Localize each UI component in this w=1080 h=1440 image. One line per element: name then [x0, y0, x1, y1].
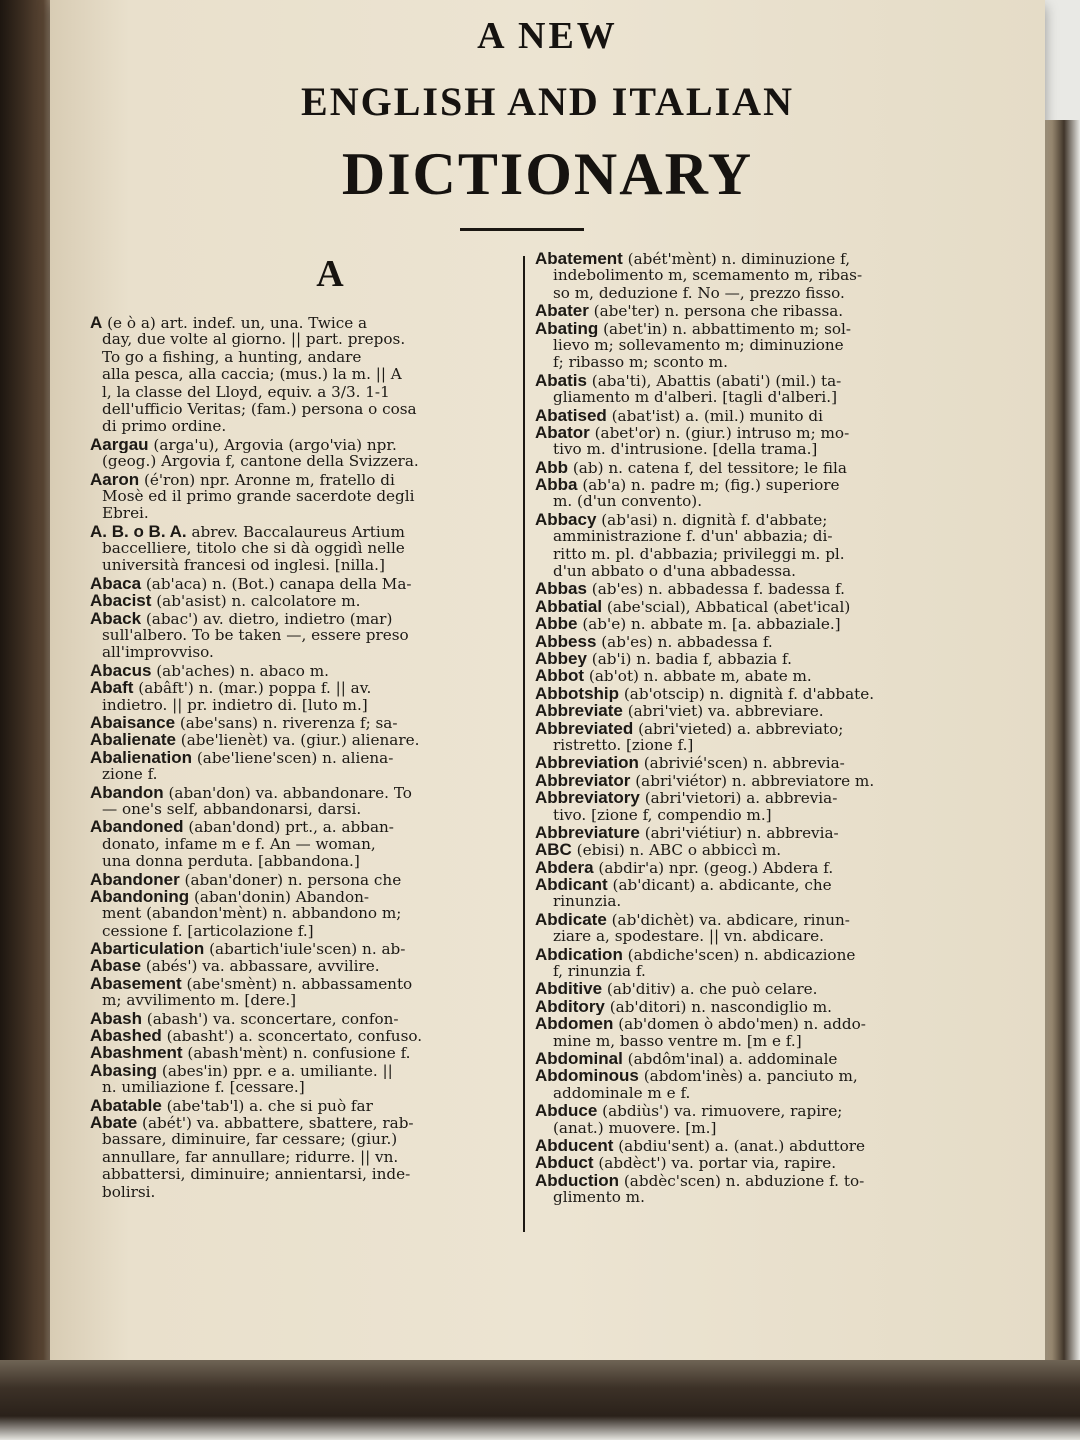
header-rule [460, 228, 584, 231]
entry-text: Mosè ed il primo grande sacerdote degli [102, 487, 415, 505]
entry-text: (abrivié'scen) n. abbrevia- [638, 754, 845, 772]
entry-text: ment (abandon'mènt) n. abbandono m; [102, 905, 402, 923]
headword: Abaft [90, 679, 134, 697]
entry-text: all'improvviso. [102, 644, 214, 662]
entry-text: amministrazione f. d'un' abbazia; di- [553, 528, 833, 546]
headword: Abbreviator [535, 771, 631, 790]
entry-text: glimento m. [553, 1189, 645, 1207]
entry-text: abbattersi, diminuire; annientarsi, inde- [102, 1166, 411, 1184]
entry-continuation-line [535, 1033, 955, 1050]
headword: Abdomen [535, 1015, 614, 1033]
entry-line [535, 980, 955, 997]
entry-text: (abdiu'sent) a. (anat.) abduttore [613, 1136, 865, 1155]
entry-text: (abe'sans) n. riverenza f; sa- [175, 713, 398, 732]
entry-text: (abe'scial), Abbatical (abet'ical) [602, 597, 851, 616]
entry-continuation-line [535, 963, 955, 980]
headword: Aargau [90, 435, 149, 454]
entry-text: (abet'in) n. abbattimento m; sol- [598, 319, 852, 337]
entry-line [535, 824, 955, 841]
entry-text: (ab'aca) n. (Bot.) canapa della Ma- [141, 574, 412, 593]
entry-line [535, 685, 955, 702]
entry-line [535, 633, 955, 650]
dictionary-page [50, 0, 1045, 1368]
column-divider [523, 256, 525, 1232]
headword: Abduct [535, 1154, 594, 1172]
entry-continuation-line [535, 893, 955, 910]
entry-text: (abet'or) n. (giur.) intruso m; mo- [589, 423, 850, 442]
entry-continuation-line [535, 928, 955, 945]
entry-line [90, 1097, 515, 1114]
headword: Abbess [535, 632, 597, 650]
entry-line [535, 650, 955, 667]
headword: Abditory [535, 997, 605, 1016]
entry-line [90, 471, 515, 488]
headword: A [90, 314, 103, 332]
entry-line [90, 1027, 515, 1044]
entry-continuation-line [90, 1166, 515, 1183]
entry-continuation-line [535, 528, 955, 545]
headword: Abbey [535, 649, 587, 668]
entry-text: (abés') va. abbassare, avvilire. [141, 957, 380, 975]
entry-text: dell'ufficio Veritas; (fam.) persona o cosa [102, 400, 417, 418]
entry-line [90, 679, 515, 696]
entry-continuation-line [535, 354, 955, 371]
entry-continuation-line [90, 644, 515, 661]
headword: Abbreviated [535, 719, 634, 737]
entry-continuation-line [90, 1184, 515, 1201]
entry-line [90, 871, 515, 888]
entry-line [535, 1102, 955, 1119]
headword: Abacus [90, 661, 152, 680]
entry-continuation-line [535, 1120, 955, 1137]
headword: A. B. o B. A. [90, 522, 187, 541]
entry-text: (abdiùs') va. rimuovere, rapire; [597, 1102, 843, 1120]
entry-line [535, 372, 955, 389]
headword: Abbreviation [535, 754, 639, 772]
entry-line [535, 1067, 955, 1084]
entry-text: sull'albero. To be taken —, essere preso [102, 627, 409, 645]
entry-text: f, rinunzia f. [553, 963, 646, 981]
headword: Abatised [535, 406, 607, 424]
entry-line [535, 841, 955, 858]
entry-text: bassare, diminuire, far cessare; (giur.) [102, 1131, 398, 1149]
entry-text: (abdôm'inal) a. addominale [622, 1049, 838, 1068]
entry-text: (abe'lienèt) va. (giur.) alienare. [175, 731, 420, 749]
entry-text: (abét') va. abbattere, sbattere, rab- [137, 1113, 414, 1132]
headword: Abbotship [535, 684, 620, 703]
entry-text: (abasht') a. sconcertato, confuso. [161, 1027, 423, 1045]
entry-continuation-line [90, 905, 515, 922]
entry-continuation-line [535, 337, 955, 354]
headword: Abandoner [90, 870, 180, 888]
entry-line [535, 1050, 955, 1067]
headword: Abacist [90, 592, 152, 610]
entry-continuation-line [90, 349, 515, 366]
entry-continuation-line [90, 401, 515, 418]
entry-text: (aban'donin) Abandon- [189, 887, 370, 906]
entry-text: (ab) n. catena f, del tessitore; le fila [568, 458, 847, 477]
headword: Abatement [535, 250, 623, 268]
entry-text: (abe'smènt) n. abbassamento [181, 974, 413, 993]
entry-text: abrev. Baccalaureus Artium [186, 522, 405, 541]
entry-continuation-line [535, 267, 955, 284]
entry-continuation-line [90, 923, 515, 940]
entry-line [90, 714, 515, 731]
entry-line [90, 1010, 515, 1027]
entry-continuation-line [90, 697, 515, 714]
entry-line [535, 702, 955, 719]
headword: Abdication [535, 945, 623, 964]
headword: Aback [90, 609, 142, 628]
entry-text: (ab'dicant) a. abdicante, che [607, 876, 832, 894]
headword: Abatis [535, 371, 587, 390]
entry-continuation-line [535, 737, 955, 754]
entry-line [535, 459, 955, 476]
entry-line [535, 302, 955, 319]
entry-text: (abash'mènt) n. confusione f. [182, 1044, 411, 1062]
entry-continuation-line [90, 540, 515, 557]
entry-text: cessione f. [articolazione f.] [102, 922, 314, 940]
entry-line [90, 818, 515, 835]
entry-continuation-line [535, 285, 955, 302]
header-line-2: ENGLISH AND ITALIAN [301, 79, 794, 124]
right-column [535, 250, 955, 1206]
entry-line [535, 789, 955, 806]
entry-line [535, 424, 955, 441]
headword: Abb [535, 458, 569, 477]
headword: Abator [535, 423, 590, 442]
entry-continuation-line [90, 384, 515, 401]
entry-continuation-line [90, 453, 515, 470]
entry-continuation-line [90, 1079, 515, 1096]
headword: Abbatial [535, 597, 603, 616]
headword: ABC [535, 841, 572, 859]
entry-text: (abri'viet) va. abbreviare. [622, 702, 824, 720]
entry-line [90, 975, 515, 992]
entry-line [535, 859, 955, 876]
entry-text: (ab'a) n. padre m; (fig.) superiore [577, 476, 840, 494]
entry-text: (ab'ot) n. abbate m, abate m. [584, 667, 812, 685]
headword: Abbreviate [535, 702, 623, 720]
headword: Abashed [90, 1027, 162, 1045]
entry-continuation-line [535, 441, 955, 458]
entry-line [90, 957, 515, 974]
headword: Abate [90, 1113, 138, 1132]
entry-line [535, 998, 955, 1015]
entry-line [535, 598, 955, 615]
entry-text: (abét'mènt) n. diminuzione f, [622, 250, 851, 268]
entry-continuation-line [90, 1131, 515, 1148]
headword: Abduce [535, 1102, 598, 1120]
headword: Aaron [90, 470, 140, 488]
entry-text: (abat'ist) a. (mil.) munito di [606, 406, 823, 424]
headword: Abater [535, 302, 589, 320]
entry-continuation-line [535, 1085, 955, 1102]
entry-text: (abdiche'scen) n. abdicazione [622, 945, 856, 964]
entry-text: (geog.) Argovia f, cantone della Svizzera. [102, 453, 419, 471]
entry-line [535, 720, 955, 737]
entry-text: (abac') av. dietro, indietro (mar) [141, 609, 393, 628]
entry-text: m. (d'un convento). [553, 493, 703, 511]
entry-text: To go a fishing, a hunting, andare [102, 348, 362, 366]
entry-line [90, 314, 515, 331]
entry-text: (ab'es) n. abbadessa f. badessa f. [586, 580, 845, 598]
entry-line [90, 523, 515, 540]
entry-line [535, 911, 955, 928]
entry-line [90, 731, 515, 748]
entry-text: lievo m; sollevamento m; diminuzione [553, 336, 844, 354]
headword: Abalienate [90, 731, 176, 749]
headword: Abarticulation [90, 940, 205, 958]
headword: Abash [90, 1009, 142, 1028]
headword: Abbas [535, 580, 587, 598]
entry-text: indietro. || pr. indietro di. [luto m.] [102, 696, 368, 714]
entry-text: donato, infame m e f. An — woman, [102, 835, 376, 853]
entry-line [535, 320, 955, 337]
entry-line [535, 511, 955, 528]
entry-text: (ab'e) n. abbate m. [a. abbaziale.] [577, 615, 841, 633]
entry-line [90, 784, 515, 801]
entry-continuation-line [90, 505, 515, 522]
entry-text: (ab'es) n. abbadessa f. [596, 632, 773, 650]
entry-line [90, 592, 515, 609]
entry-continuation-line [90, 627, 515, 644]
entry-continuation-line [90, 801, 515, 818]
entry-line [90, 610, 515, 627]
headword: Abatable [90, 1096, 162, 1114]
entry-text: (e ò a) art. indef. un, una. Twice a [102, 314, 368, 332]
headword: Abba [535, 476, 578, 494]
entry-text: f; ribasso m; sconto m. [553, 354, 728, 372]
headword: Abbe [535, 615, 578, 633]
entry-line [90, 1062, 515, 1079]
entry-line [535, 876, 955, 893]
headword: Abdera [535, 858, 594, 877]
entry-text: (abri'viétor) n. abbreviatore m. [630, 771, 875, 790]
entry-continuation-line [90, 418, 515, 435]
entry-continuation-line [90, 992, 515, 1009]
headword: Abashment [90, 1044, 183, 1062]
entry-text: alla pesca, alla caccia; (mus.) la m. || A [102, 366, 402, 384]
entry-text: mine m, basso ventre m. [m e f.] [553, 1032, 802, 1050]
entry-text: (ab'ditiv) a. che può celare. [602, 980, 818, 998]
entry-text: (é'ron) npr. Aronne m, fratello di [139, 470, 395, 488]
headword: Abdominal [535, 1049, 623, 1068]
headword: Abaisance [90, 713, 176, 732]
entry-text: so m, deduzione f. No —, prezzo fisso. [553, 284, 845, 302]
entry-line [90, 662, 515, 679]
entry-continuation-line [535, 389, 955, 406]
entry-text: (abe'tab'l) a. che si può far [161, 1096, 373, 1114]
entry-text: n. umiliazione f. [cessare.] [102, 1079, 305, 1097]
entry-line [90, 940, 515, 957]
headword: Abandoning [90, 887, 190, 906]
header-title: DICTIONARY [341, 141, 754, 207]
entry-continuation-line [90, 766, 515, 783]
entry-line [535, 407, 955, 424]
entry-text: (abdir'a) npr. (geog.) Abdera f. [593, 858, 834, 877]
entry-continuation-line [90, 557, 515, 574]
book-bottom-edge [0, 1360, 1080, 1440]
entry-continuation-line [535, 493, 955, 510]
entry-line [535, 476, 955, 493]
entry-text: ziare a, spodestare. || vn. abdicare. [553, 928, 824, 946]
entry-text: (abri'vietori) a. abbrevia- [639, 789, 838, 807]
entry-line [535, 1137, 955, 1154]
entry-line [90, 749, 515, 766]
entry-line [535, 250, 955, 267]
headword: Abase [90, 957, 142, 975]
entry-text: addominale m e f. [553, 1084, 691, 1102]
entry-text: Ebrei. [102, 505, 149, 523]
entry-line [90, 436, 515, 453]
entry-text: l, la classe del Lloyd, equiv. a 3/3. 1-1 [102, 383, 390, 401]
entry-text: (abri'vieted) a. abbreviato; [633, 719, 844, 737]
entry-text: (ab'domen ò abdo'men) n. addo- [613, 1015, 866, 1033]
entry-continuation-line [90, 853, 515, 870]
headword: Abalienation [90, 748, 193, 767]
entry-continuation-line [90, 488, 515, 505]
headword: Abditive [535, 980, 603, 998]
entry-text: (abes'in) ppr. e a. umiliante. || [157, 1061, 393, 1080]
entry-text: (aban'doner) n. persona che [179, 870, 402, 888]
entry-line [535, 1154, 955, 1171]
section-letter: A [316, 253, 344, 295]
entry-text: (abash') va. sconcertare, confon- [141, 1009, 399, 1028]
headword: Abandon [90, 783, 164, 801]
entry-text: zione f. [102, 766, 158, 784]
entry-line [535, 615, 955, 632]
headword: Abasing [90, 1061, 158, 1080]
entry-line [535, 580, 955, 597]
headword: Abducent [535, 1136, 614, 1155]
entry-text: ritto m. pl. d'abbazia; privileggi m. pl. [553, 545, 845, 563]
entry-text: (aban'dond) prt., a. abban- [183, 818, 394, 836]
entry-line [90, 1114, 515, 1131]
headword: Abduction [535, 1171, 620, 1190]
entry-continuation-line [535, 546, 955, 563]
entry-text: (abri'viétiur) n. abbrevia- [639, 823, 839, 842]
entry-line [535, 1172, 955, 1189]
headword: Abdominous [535, 1067, 639, 1085]
entry-text: ristretto. [zione f.] [553, 736, 694, 754]
entry-text: (abe'liene'scen) n. aliena- [192, 748, 394, 767]
entry-text: day, due volte al giorno. || part. prepos. [102, 331, 406, 349]
entry-continuation-line [90, 836, 515, 853]
headword: Abating [535, 319, 599, 337]
entry-text: una donna perduta. [abbandona.] [102, 853, 360, 871]
entry-text: (ab'asi) n. dignità f. d'abbate; [596, 510, 828, 529]
entry-text: (ab'dichèt) va. abdicare, rinun- [606, 910, 850, 929]
entry-line [90, 1044, 515, 1061]
entry-line [535, 754, 955, 771]
headword: Abaca [90, 574, 142, 593]
entry-text: gliamento m d'alberi. [tagli d'alberi.] [553, 389, 837, 407]
entry-continuation-line [535, 563, 955, 580]
headword: Abandoned [90, 818, 184, 836]
header-line-1: A NEW [477, 15, 618, 57]
headword: Abbacy [535, 510, 597, 529]
entry-continuation-line [535, 807, 955, 824]
entry-text: (abdèct') va. portar via, rapire. [593, 1154, 837, 1172]
entry-line [535, 946, 955, 963]
entry-text: (ab'ditori) n. nascondiglio m. [604, 997, 833, 1016]
entry-continuation-line [90, 366, 515, 383]
headword: Abbreviature [535, 823, 640, 842]
page-stack-edge [1040, 120, 1080, 1410]
headword: Abbreviatory [535, 789, 640, 807]
entry-text: rinunzia. [553, 893, 622, 911]
entry-text: indebolimento m, scemamento m, ribas- [553, 267, 863, 285]
entry-text: (anat.) muovere. [m.] [553, 1119, 717, 1137]
entry-line [535, 772, 955, 789]
entry-continuation-line [535, 1189, 955, 1206]
entry-text: (aban'don) va. abbandonare. To [163, 783, 412, 801]
entry-line [535, 1015, 955, 1032]
entry-text: (abdèc'scen) n. abduzione f. to- [619, 1171, 865, 1190]
entry-text: università francesi od inglesi. [nilla.] [102, 557, 385, 575]
headword: Abbot [535, 667, 585, 685]
entry-text: (arga'u), Argovia (argo'via) npr. [148, 435, 397, 454]
entry-text: (abâft') n. (mar.) poppa f. || av. [133, 679, 372, 697]
headword: Abdicate [535, 910, 607, 929]
entry-text: bolirsi. [102, 1183, 156, 1201]
left-column [90, 314, 515, 1201]
entry-text: (ebisi) n. ABC o abbiccì m. [571, 841, 782, 859]
entry-text: tivo. [zione f, compendio m.] [553, 806, 772, 824]
entry-text: (ab'asist) n. calcolatore m. [151, 592, 361, 610]
entry-line [535, 667, 955, 684]
entry-text: (ab'otscip) n. dignità f. d'abbate. [619, 684, 875, 703]
entry-text: di primo ordine. [102, 418, 227, 436]
entry-text: m; avvilimento m. [dere.] [102, 992, 297, 1010]
entry-text: d'un abbato o d'una abbadessa. [553, 563, 796, 581]
headword: Abasement [90, 974, 182, 993]
entry-text: baccelliere, titolo che si dà oggidì nelle [102, 540, 405, 558]
entry-text: — one's self, abbandonarsi, darsi. [102, 800, 362, 818]
entry-continuation-line [90, 331, 515, 348]
headword: Abdicant [535, 876, 608, 894]
entry-text: (abe'ter) n. persona che ribassa. [588, 302, 844, 320]
entry-line [90, 888, 515, 905]
entry-text: annullare, far annullare; ridurre. || vn. [102, 1148, 399, 1166]
entry-text: (aba'ti), Abattis (abati') (mil.) ta- [586, 371, 842, 390]
entry-line [90, 575, 515, 592]
entry-continuation-line [90, 1149, 515, 1166]
entry-text: (abartich'iule'scen) n. ab- [204, 940, 406, 958]
entry-text: (ab'aches) n. abaco m. [151, 661, 329, 680]
entry-text: (ab'i) n. badia f, abbazia f. [586, 649, 792, 668]
entry-text: tivo m. d'intrusione. [della trama.] [553, 441, 818, 459]
entry-text: (abdom'inès) a. panciuto m, [638, 1067, 858, 1085]
